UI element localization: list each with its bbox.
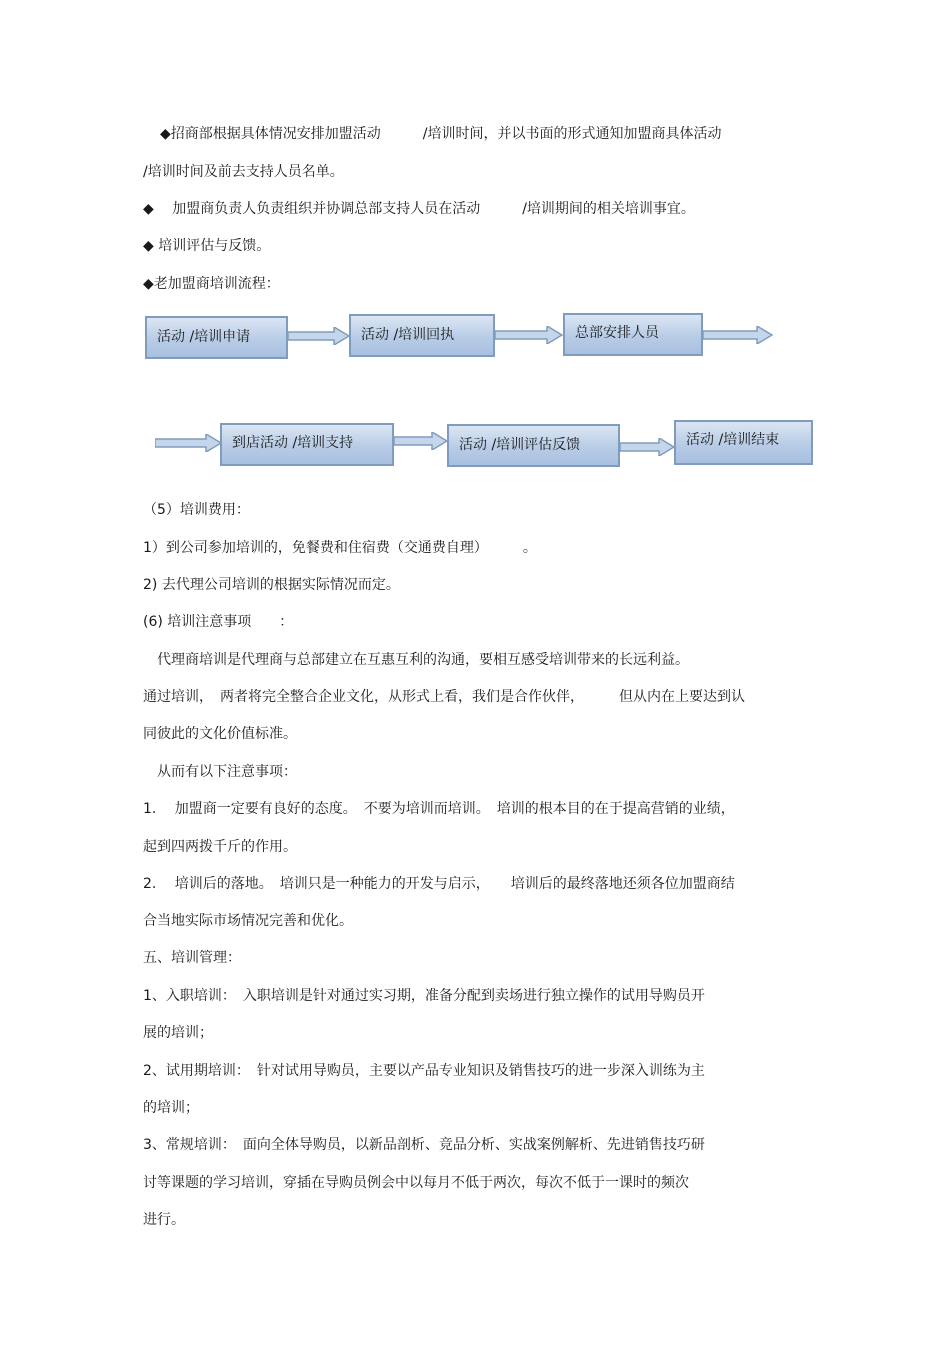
flow-arrow xyxy=(703,326,773,344)
flow-step-receipt: 活动 /培训回执 xyxy=(349,314,495,357)
text-line: ◆ 加盟商负责人负责组织并协调总部支持人员在活动 /培训期间的相关培训事宜。 xyxy=(143,201,695,217)
text-line: 1）到公司参加培训的，免餐费和住宿费（交通费自理） 。 xyxy=(143,540,537,556)
text-line: 2. 培训后的落地。 培训只是一种能力的开发与启示， 培训后的最终落地还须各位加盟商结 xyxy=(143,876,735,892)
flow-step-apply: 活动 /培训申请 xyxy=(145,316,288,359)
text-line: 通过培训， 两者将完全整合企业文化，从形式上看，我们是合作伙伴， 但从内在上要达到认 xyxy=(143,689,745,705)
flow-step-evaluation: 活动 /培训评估反馈 xyxy=(447,424,620,467)
section-heading: (6) 培训注意事项 ： xyxy=(143,614,294,630)
text-line: 代理商培训是代理商与总部建立在互惠互利的沟通，要相互感受培训带来的长远利益。 xyxy=(143,652,689,668)
text-line: 合当地实际市场情况完善和优化。 xyxy=(143,913,353,929)
text-line: 从而有以下注意事项： xyxy=(143,764,297,780)
text-line: 同彼此的文化价值标准。 xyxy=(143,726,297,742)
text-line: 1、入职培训： 入职培训是针对通过实习期，准备分配到卖场进行独立操作的试用导购员开 xyxy=(143,988,705,1004)
text-line: ◆招商部根据具体情况安排加盟活动 /培训时间，并以书面的形式通知加盟商具体活动 xyxy=(160,126,722,142)
flow-arrow xyxy=(495,326,563,344)
text-line: ◆老加盟商培训流程： xyxy=(143,276,280,292)
flow-arrow xyxy=(620,438,675,456)
text-line: 起到四两拨千斤的作用。 xyxy=(143,839,297,855)
flow-arrow xyxy=(394,432,448,450)
flow-step-end: 活动 /培训结束 xyxy=(674,420,813,465)
text-line: 讨等课题的学习培训，穿插在导购员例会中以每月不低于两次，每次不低于一课时的频次 xyxy=(143,1175,689,1191)
text-line: 2) 去代理公司培训的根据实际情况而定。 xyxy=(143,577,400,593)
text-line: 进行。 xyxy=(143,1212,185,1228)
text-line: ◆ 培训评估与反馈。 xyxy=(143,238,271,254)
section-heading: （5）培训费用： xyxy=(143,502,250,518)
text-line: 3、常规培训： 面向全体导购员，以新品剖析、竞品分析、实战案例解析、先进销售技巧研 xyxy=(143,1137,705,1153)
flow-arrow xyxy=(155,434,222,452)
text-line: 2、试用期培训： 针对试用导购员，主要以产品专业知识及销售技巧的进一步深入训练为主 xyxy=(143,1063,705,1079)
flow-arrow xyxy=(288,327,350,345)
flow-step-store-support: 到店活动 /培训支持 xyxy=(220,423,394,466)
text-line: 1. 加盟商一定要有良好的态度。 不要为培训而培训。 培训的根本目的在于提高营销的业绩， xyxy=(143,801,735,817)
text-line: /培训时间及前去支持人员名单。 xyxy=(143,164,344,180)
flow-step-assign-staff: 总部安排人员 xyxy=(563,313,703,356)
text-line: 展的培训； xyxy=(143,1025,213,1041)
section-heading: 五、培训管理： xyxy=(143,950,241,966)
text-line: 的培训； xyxy=(143,1100,199,1116)
